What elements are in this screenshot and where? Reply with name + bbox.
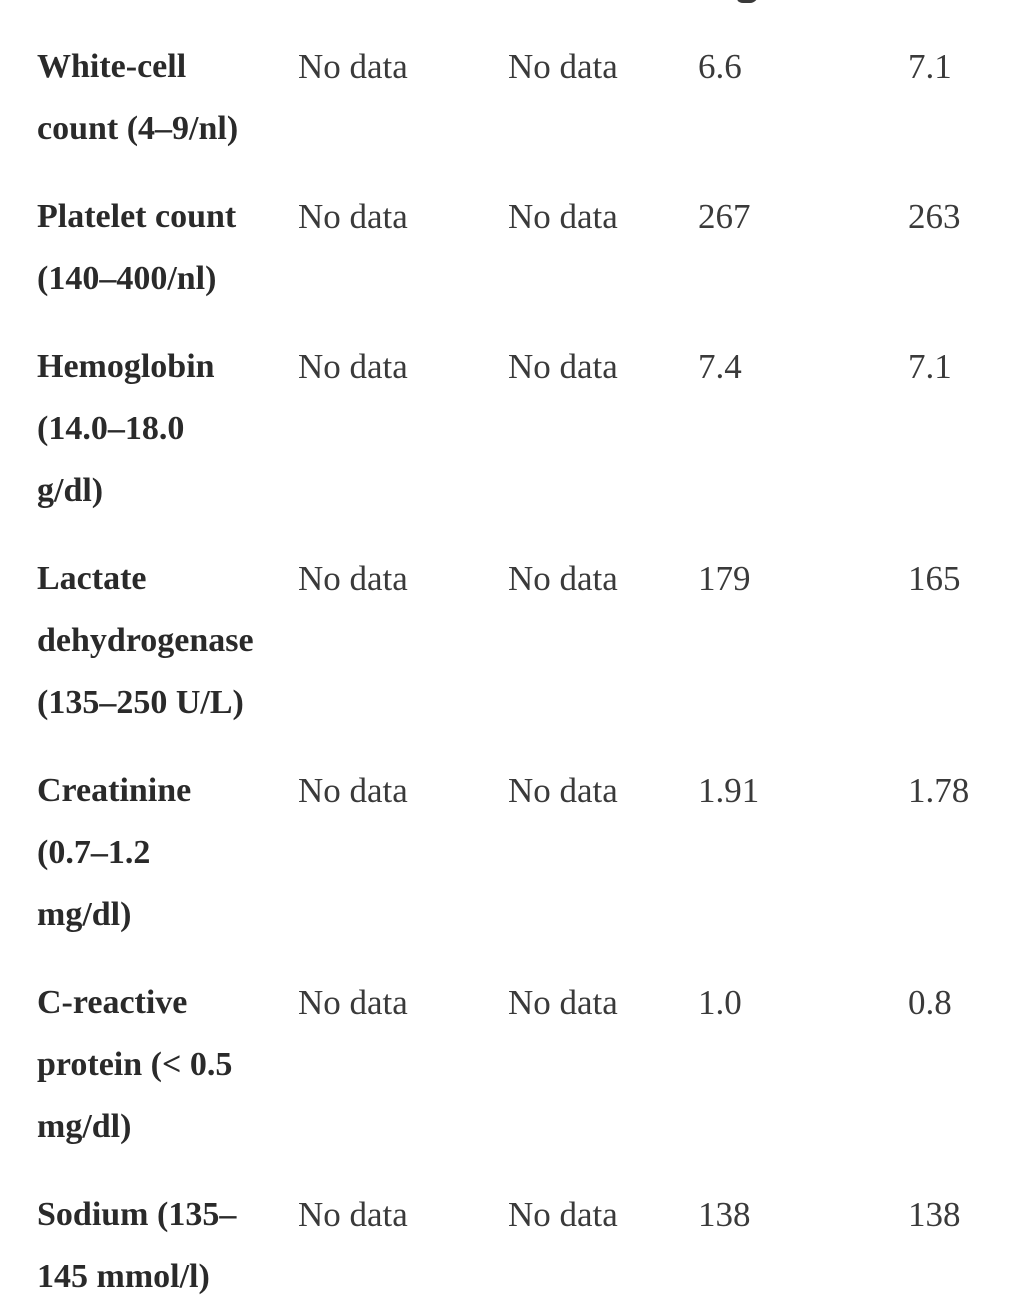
cell-value: No data [508,771,618,810]
row-label: Creatinine (0.7–1.2 mg/dl) [37,772,192,933]
table-row [0,1184,1035,1308]
cell-value: No data [298,983,408,1022]
cell-value: No data [508,47,618,86]
cell-value: No data [298,197,408,236]
cell-value: 165 [908,559,961,598]
table-row [0,760,1035,946]
row-label: Hemoglobin (14.0–18.0 g/dl) [37,348,215,509]
cell-value: No data [508,347,618,386]
table-row [0,972,1035,1158]
table-row [0,186,1035,310]
row-label: C-reactive protein (< 0.5 mg/dl) [37,984,233,1145]
cell-value: No data [508,197,618,236]
cell-value: No data [298,1195,408,1234]
cell-value: 138 [908,1195,961,1234]
table-row [0,336,1035,522]
row-label: Platelet count (140–400/nl) [37,198,237,297]
table-row [0,548,1035,734]
row-label: White-cell count (4–9/nl) [37,48,239,147]
cell-value: 7.1 [908,47,952,86]
cell-value: No data [298,771,408,810]
cell-value: 0.8 [908,983,952,1022]
cell-value: No data [298,559,408,598]
cell-value: 138 [698,1195,751,1234]
row-label: Lactate dehydrogenase (135–250 U/L) [37,560,254,721]
cell-value: 7.4 [698,347,742,386]
cell-value: No data [298,47,408,86]
cell-value: 179 [698,559,751,598]
cell-value: 267 [698,197,751,236]
cell-value: 6.6 [698,47,742,86]
cell-value: No data [298,347,408,386]
table-row [0,36,1035,160]
cell-value: 1.91 [698,771,760,810]
cell-value: 1.0 [698,983,742,1022]
cell-value: No data [508,1195,618,1234]
cell-value: 1.78 [908,771,970,810]
row-label: Sodium (135–145 mmol/l) [37,1196,237,1295]
cell-value: No data [508,559,618,598]
cell-value: No data [508,983,618,1022]
cell-value: 263 [908,197,961,236]
cell-value: 7.1 [908,347,952,386]
